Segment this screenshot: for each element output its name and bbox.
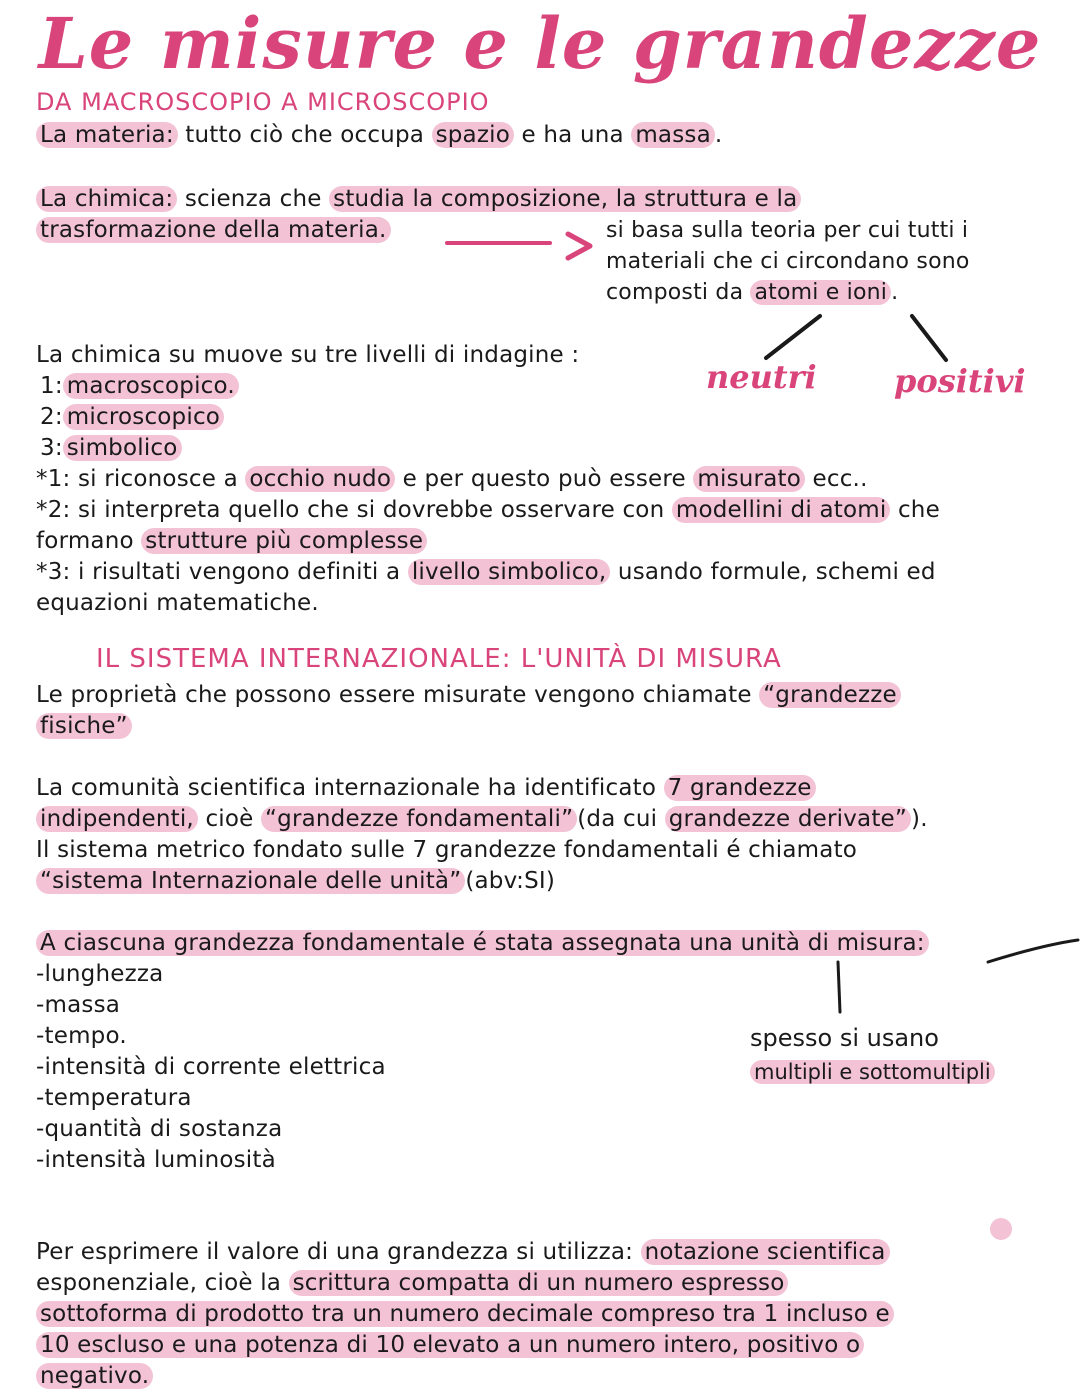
livello-2: 2: microscopico [40, 402, 224, 432]
unita-item-corrente: -intensità di corrente elettrica [36, 1054, 386, 1080]
connector-line [838, 962, 840, 1012]
esprimere-line-5: negativo. [36, 1361, 153, 1391]
subtitle-sistema-internazionale: IL SISTEMA INTERNAZIONALE: L'UNITÀ DI MISURA [96, 644, 782, 674]
unita-item-lunghezza: -lunghezza [36, 961, 164, 987]
page-title: Le misure e le grandezze [38, 2, 1042, 85]
livelli-intro: La chimica su muove su tre livelli di indagine : [36, 342, 580, 368]
unita-item-tempo: -tempo. [36, 1023, 127, 1049]
chimica-definition-cont: trasformazione della materia. [36, 215, 391, 245]
chimica-definition: La chimica: scienza che studia la composizione, la struttura e la [36, 184, 801, 214]
term-materia: La materia: [36, 122, 178, 148]
comunita-line-3: Il sistema metrico fondato sulle 7 grandezze fondamentali é chiamato [36, 837, 858, 863]
branch-left-line [766, 316, 820, 358]
esprimere-line-3: sottoforma di prodotto tra un numero decimale compreso tra 1 incluso e [36, 1299, 894, 1329]
unita-item-massa: -massa [36, 992, 121, 1018]
connector-curve [988, 940, 1078, 962]
branch-neutri: neutri [706, 358, 817, 396]
arrow-head-icon [568, 234, 590, 258]
subtitle-macro-micro: DA MACROSCOPIO A MICROSCOPIO [36, 88, 490, 116]
proprieta-line-2: fisiche” [36, 711, 132, 741]
esprimere-line-2: esponenziale, cioè la scrittura compatta di un numero espresso [36, 1268, 788, 1298]
nota-2: *2: si interpreta quello che si dovrebbe osservare con modellini di atomi che [36, 497, 940, 523]
proprieta-line-1: Le proprietà che possono essere misurate vengono chiamate “grandezze [36, 680, 901, 710]
side-note-1: spesso si usano [750, 1024, 939, 1052]
unita-item-sostanza: -quantità di sostanza [36, 1116, 283, 1142]
chimica-side-3: composti da atomi e ioni . [606, 280, 899, 305]
chimica-side-2: materiali che ci circondano sono [606, 249, 970, 274]
highlight-dot [990, 1218, 1012, 1240]
livello-3: 3: simbolico [40, 433, 182, 463]
comunita-line-2: indipendenti, cioè “grandezze fondamentali” (da cui grandezze derivate” ). [36, 804, 928, 834]
unita-item-temperatura: -temperatura [36, 1085, 192, 1111]
branch-right-line [912, 316, 946, 360]
chimica-side-1: si basa sulla teoria per cui tutti i [606, 218, 969, 243]
comunita-line-1: La comunità scientifica internazionale ha identificato 7 grandezze [36, 773, 816, 803]
materia-definition: La materia: tutto ciò che occupa spazio e ha una massa . [36, 120, 722, 150]
nota-1: *1: si riconosce a occhio nudo e per questo può essere misurato ecc.. [36, 466, 868, 492]
side-note-2: multipli e sottomultipli [750, 1060, 995, 1084]
esprimere-line-1: Per esprimere il valore di una grandezza si utilizza: notazione scientifica [36, 1237, 890, 1267]
nota-2-cont: formano strutture più complesse [36, 526, 427, 556]
livello-1: 1: macroscopico. [40, 371, 239, 401]
esprimere-line-4: 10 escluso e una potenza di 10 elevato a un numero intero, positivo o [36, 1330, 864, 1360]
unita-intro: A ciascuna grandezza fondamentale é stata assegnata una unità di misura: [36, 928, 929, 958]
comunita-line-4: “sistema Internazionale delle unità” (abv:SI) [36, 866, 555, 896]
nota-3-cont: equazioni matematiche. [36, 590, 319, 616]
branch-positivi: positivi [894, 362, 1026, 400]
unita-item-luminosita: -intensità luminosità [36, 1147, 276, 1173]
nota-3: *3: i risultati vengono definiti a livello simbolico, usando formule, schemi ed [36, 559, 936, 585]
term-chimica: La chimica: [36, 186, 177, 212]
